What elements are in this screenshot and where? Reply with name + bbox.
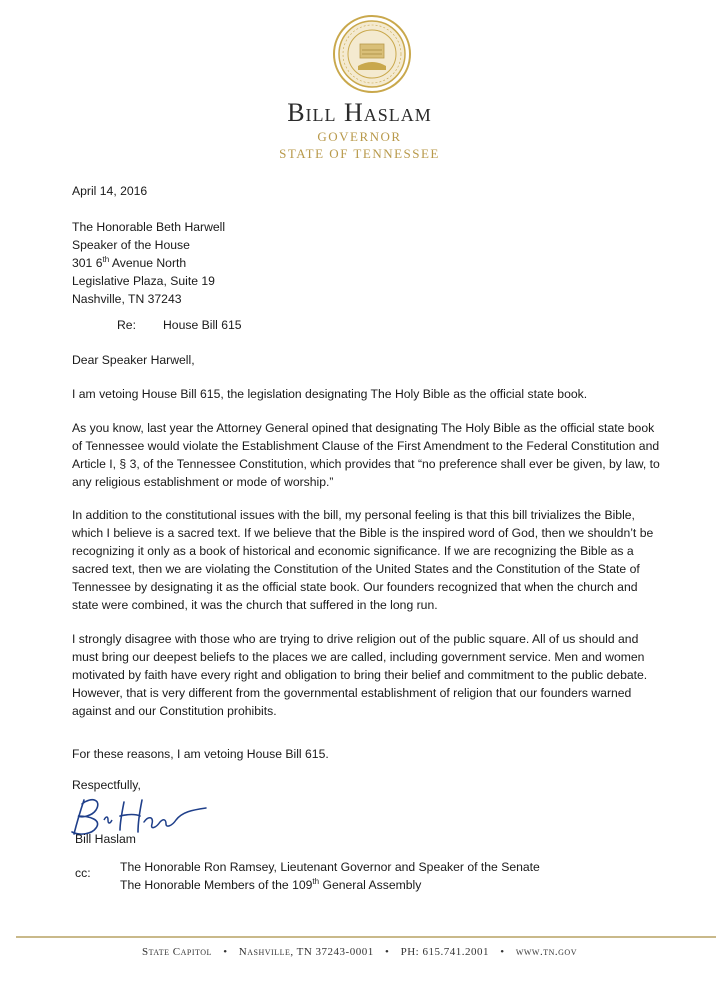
paragraph-2: As you know, last year the Attorney General opined that designating The Holy Bible as the official state book of Tennessee would violate the Establishment Clause of the First Amendment to the Federal Constitution and Article I, § 3, of the Tennessee Constitution, which provides that “no preference shall ever be given, by law, to any religious establishment or mode of worship.”	[72, 421, 660, 489]
footer-address-1: State Capitol	[142, 946, 212, 958]
paragraph-3: In addition to the constitutional issues with the bill, my personal feeling is that this bill trivializes the Bible, which I believe is a sacred text. If we believe that the Bible is the inspired word of God, then we shouldn’t be recognizing it only as a book of historical and economic significance. If we are recognizing the Bible as a sacred text, then we are violating the Constitution of the United States and the Constitution of the State of Tennessee by designating it as the official state book. Our founders recognized that when the church and state were combined, it was the church that suffered in the long run.	[72, 508, 654, 612]
signer-name: Bill Haslam	[75, 832, 136, 846]
footer-website: www.tn.gov	[515, 946, 577, 958]
closing: Respectfully,	[72, 778, 141, 792]
letterhead-title: GOVERNOR	[317, 129, 402, 144]
paragraph-1: I am vetoing House Bill 615, the legislation designating The Holy Bible as the official state book.	[72, 387, 588, 401]
cc-line: The Honorable Members of the 109th General Assembly	[120, 876, 422, 892]
address-line: Nashville, TN 37243	[72, 292, 182, 306]
paragraph-5: For these reasons, I am vetoing House Bill 615.	[72, 747, 329, 761]
re-value: House Bill 615	[163, 318, 242, 332]
letter-date: April 14, 2016	[72, 184, 148, 198]
bullet-icon: •	[500, 946, 505, 958]
address-line: The Honorable Beth Harwell	[72, 220, 226, 234]
salutation: Dear Speaker Harwell,	[72, 353, 195, 367]
address-line: Legislative Plaza, Suite 19	[72, 274, 215, 288]
cc-label: cc:	[75, 866, 91, 880]
cc-recipients	[120, 858, 540, 894]
re-label: Re:	[117, 318, 136, 332]
paragraph-4: I strongly disagree with those who are trying to drive religion out of the public square. All of us should and must bring our deepest beliefs to the places we are called, including government service. Men and women motivated by faith have every right and obligation to bring their belief and commitment to the public debate. However, that is very different from the governmental establishment of religion that our founders warned against and our Constitution prohibits.	[72, 632, 648, 718]
recipient-address	[72, 218, 662, 308]
footer-address-2: Nashville, TN 37243-0001	[238, 946, 374, 958]
footer-phone: PH: 615.741.2001	[400, 946, 489, 958]
bullet-icon: •	[223, 946, 228, 958]
subject-line	[117, 318, 242, 332]
address-line: 301 6th Avenue North	[72, 254, 187, 270]
state-seal-icon	[332, 14, 412, 94]
bullet-icon: •	[384, 946, 390, 958]
footer	[0, 946, 719, 958]
address-line: Speaker of the House	[72, 238, 190, 252]
letterhead-name: Bill Haslam	[287, 98, 432, 127]
letterhead-state: STATE OF TENNESSEE	[279, 146, 440, 161]
footer-divider	[16, 936, 716, 938]
cc-line: The Honorable Ron Ramsey, Lieutenant Governor and Speaker of the Senate	[120, 860, 540, 874]
